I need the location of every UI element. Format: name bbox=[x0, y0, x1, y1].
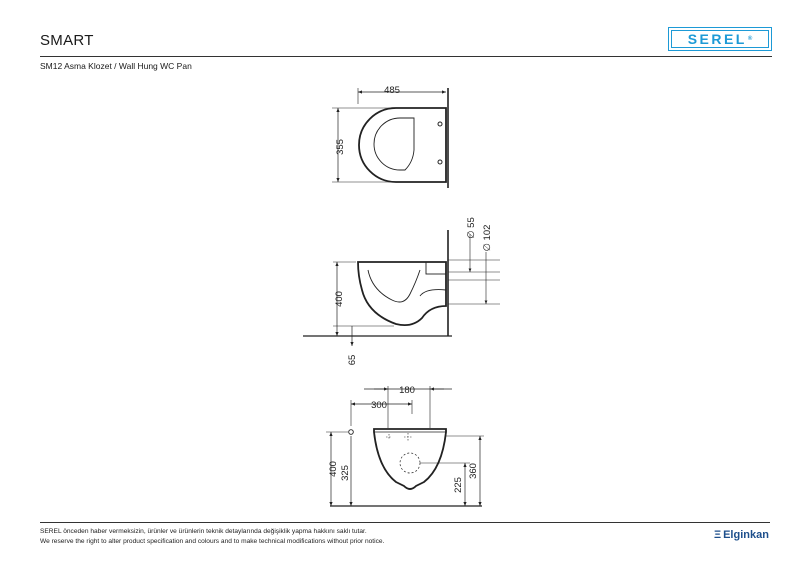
serel-logo-text: SEREL bbox=[687, 31, 747, 47]
product-subtitle: SM12 Asma Klozet / Wall Hung WC Pan bbox=[40, 61, 192, 71]
pan-outline-front bbox=[374, 429, 446, 489]
elginkan-logo bbox=[714, 529, 769, 541]
dim-180-label: 180 bbox=[399, 385, 415, 396]
waste-outlet-front bbox=[400, 453, 420, 473]
disclaimer-turkish: SEREL önceden haber vermeksizin, ürünler ve ürünlerin teknik detaylarında değişiklik yapma hakkını saklı tutar. bbox=[40, 528, 367, 535]
side-view bbox=[303, 230, 500, 346]
dim-355-label: 355 bbox=[335, 139, 346, 155]
bowl-inner-top bbox=[374, 118, 414, 170]
dim-400-front-label: 400 bbox=[328, 461, 339, 477]
bowl-outline-top bbox=[359, 108, 446, 182]
dim-65-label: 65 bbox=[347, 354, 358, 366]
dim-pipe102-label: ∅ 102 bbox=[482, 224, 493, 252]
disclaimer-english: We reserve the right to alter product specification and colours and to make technical modifications without prior notice. bbox=[40, 538, 385, 545]
elginkan-text: Elginkan bbox=[723, 529, 769, 541]
tank-connector bbox=[426, 262, 446, 274]
dim-325-label: 325 bbox=[340, 465, 351, 481]
dim-300-label: 300 bbox=[371, 400, 387, 411]
dim-485-label: 485 bbox=[384, 85, 400, 96]
dim-360-label: 360 bbox=[468, 463, 479, 479]
fixing-cross-left bbox=[386, 434, 392, 440]
pan-inner-side bbox=[368, 270, 420, 302]
dim-400-side-label: 400 bbox=[334, 291, 345, 307]
footer-rule bbox=[40, 522, 770, 523]
elginkan-mark-icon: Ξ bbox=[714, 529, 722, 541]
pan-outline-side bbox=[358, 262, 446, 325]
fixing-cross-right bbox=[404, 433, 412, 441]
page-title: SMART bbox=[40, 32, 94, 49]
fixing-hole-bottom bbox=[438, 160, 442, 164]
top-view bbox=[332, 88, 448, 188]
fixing-hole-top bbox=[438, 122, 442, 126]
dim-225-label: 225 bbox=[453, 477, 464, 493]
side-marker-front bbox=[349, 430, 354, 435]
outlet-side bbox=[420, 290, 446, 296]
registered-mark: ® bbox=[747, 36, 753, 42]
dim-pipe55-label: ∅ 55 bbox=[466, 217, 477, 239]
